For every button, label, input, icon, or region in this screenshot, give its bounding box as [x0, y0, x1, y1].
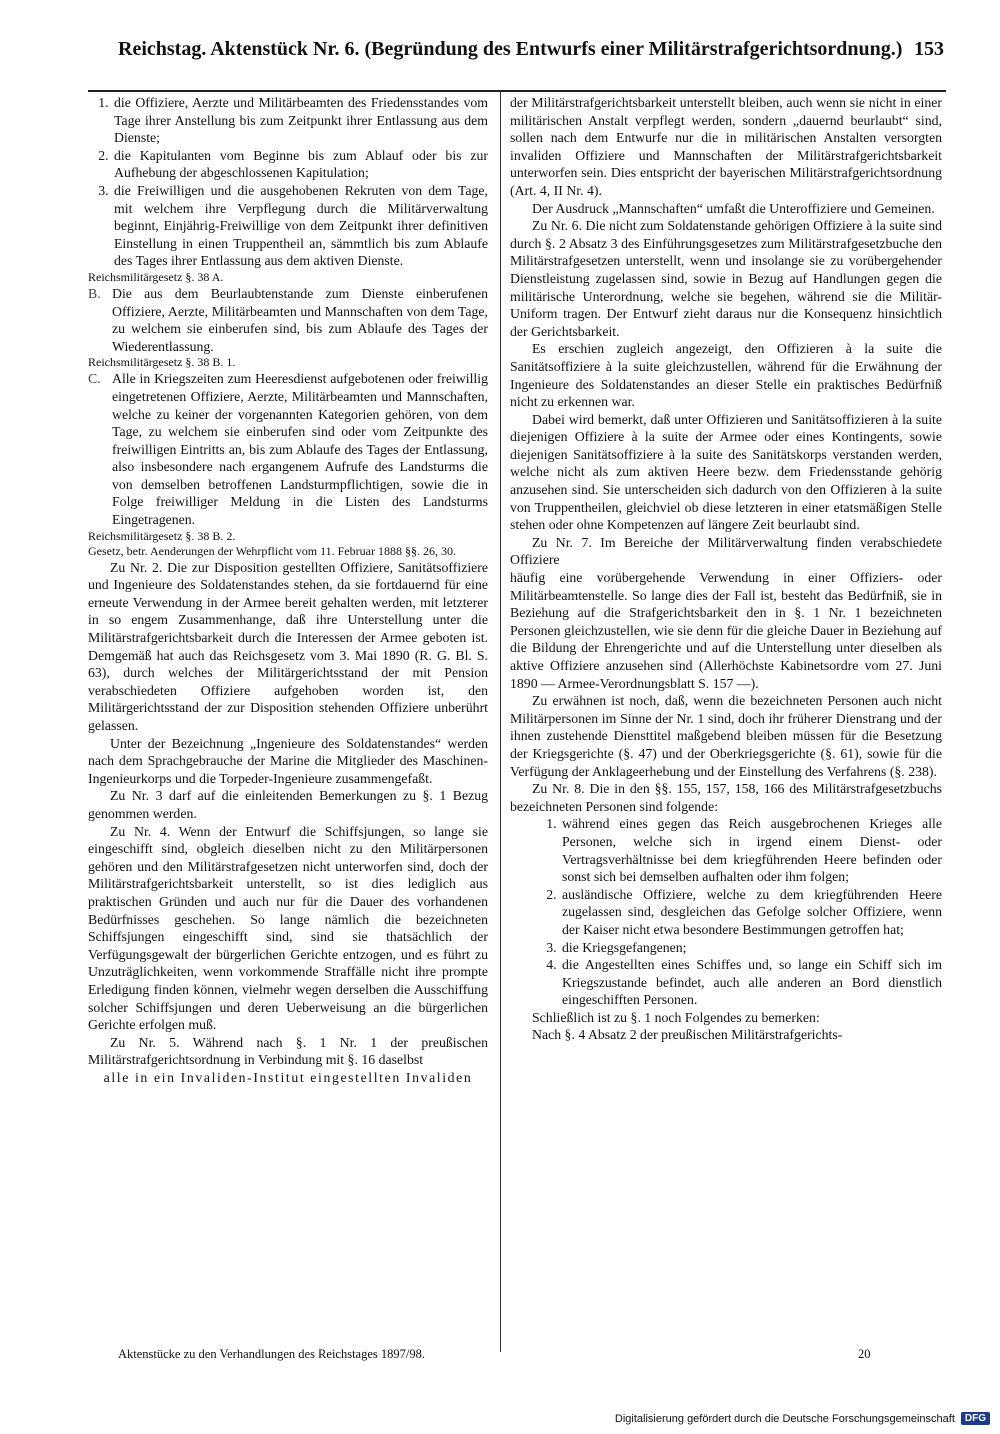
paragraph: Der Ausdruck „Mannschaften“ umfaßt die Unteroffiziere und Gemeinen.	[532, 200, 935, 216]
list-item: 1. die Offiziere, Aerzte und Militärbeamten des Friedensstandes vom Tage ihrer Anstellung bis zum Zeitpunkt ihrer Entlassung aus dem Dienste;	[112, 94, 488, 147]
section-label: C.	[88, 371, 101, 387]
digitization-credit	[615, 1412, 990, 1425]
section-b	[88, 285, 488, 355]
paragraph: Unter der Bezeichnung „Ingenieure des Soldatenstandes“ werden nach dem Sprachgebrauche der Marine die Mitglieder des Maschinen-Ingenieurkorps und die Torpeder-Ingenieure zusammengefaßt.	[88, 735, 488, 786]
left-column	[88, 94, 488, 1086]
right-column	[510, 94, 942, 1044]
paragraph: der Militärstrafgerichtsbarkeit unterstellt bleiben, auch wenn sie nicht in einer militärischen Anstalt verpflegt werden, sondern „dauernd beurlaubt“ sind, sollen nach dem Entwurfe nur die in militärischen Anstalten versorgten invaliden Offiziere und Mannschaften der Militärstrafgerichtsbarkeit unterworfen sein. Dies entspricht der bayerischen Militärstrafgerichtsordnung (Art. 4, II Nr. 4).	[510, 95, 942, 198]
list-item: 1. während eines gegen das Reich ausgebrochenen Krieges alle Personen, welche sich in irgend einem Dienst- oder Vertragsverhältnisse bei dem kriegführenden Heere befinden oder sonst sich bei demselben aufhalten oder ihm folgen;	[560, 815, 942, 885]
section-text: Alle in Kriegszeiten zum Heeresdienst aufgebotenen oder freiwillig eingetretenen Offiziere, Aerzte, Militärbeamten und Mannschaften, welche zu keiner der vorgenannten Kategorien gehören, von dem Tage, zu welchem sie einberufen sind oder vom Zeitpunkte des freiwilligen Eintritts an, bis zum Ablaufe des Tages der Entlassung, also insbesondere nach ergangenem Aufrufe des Landsturms die von demselben betroffenen Landsturmpflichtigen, sowie die in Folge freiwilliger Meldung in die Listen des Landsturms Eingetragenen.	[112, 371, 488, 528]
section-label: B.	[88, 285, 101, 301]
paragraph: Nach §. 4 Absatz 2 der preußischen Militärstrafgerichts-	[532, 1027, 843, 1043]
paragraph: Zu erwähnen ist noch, daß, wenn die bezeichneten Personen auch nicht Militärpersonen im Sinne der Nr. 1 sind, doch ihr früherer Dienstrang und der ihnen zustehende Diensttitel maßgebend bleiben müssen für die Besetzung der Kriegsgerichte (§. 47) und der Oberkriegsgerichte (§. 61), sowie für die Verfügung der Anklageerhebung und der Einstellung des Verfahrens (§. 238).	[510, 693, 942, 779]
header-rule	[88, 90, 946, 92]
paragraph: Schließlich ist zu §. 1 noch Folgendes zu bemerken:	[532, 1009, 820, 1025]
paragraph: Es erschien zugleich angezeigt, den Offizieren à la suite die Sanitätsoffiziere à la suite gleichzustellen, während für die Erwähnung der Ingenieure des Soldatenstandes an dieser Stelle ein praktisches Bedürfniß nicht zu erkennen war.	[510, 341, 942, 410]
list-item: 4. die Angestellten eines Schiffes und, so lange ein Schiff sich im Kriegszustande befindet, auch alle anderen an Bord dienstlich eingeschifften Personen.	[560, 956, 942, 1009]
list-item: 2. die Kapitulanten vom Beginne bis zum Ablauf oder bis zur Aufhebung der abgeschlossenen Kapitulation;	[112, 147, 488, 182]
paragraph: Zu Nr. 3 darf auf die einleitenden Bemerkungen zu §. 1 Bezug genommen werden.	[88, 788, 488, 821]
page-header	[118, 34, 946, 68]
paragraph: Zu Nr. 4. Wenn der Entwurf die Schiffsjungen, so lange sie eingeschifft sind, obgleich dieselben nicht zu den Militärpersonen gehören und den Militärstrafgesetzen nicht unterworfen sind, doch der Militärstrafgerichtsbarkeit unterstellt, so ist dies lediglich aus praktischen Gründen und auch nur für die Dauer des vorhandenen Bedürfnisses geschehen. So lange nämlich die bezeichneten Schiffsjungen eingeschifft sind, sind sie thatsächlich der Verfügungsgewalt der bürgerlichen Gerichte entzogen, und es führt zu Unzuträglichkeiten, wenn vorkommende Straffälle nicht ihre prompte Erledigung finden können, vielmehr wegen derselben die Ausschiffung solcher Schiffsjungen und deren Ueberweisung an die bürgerlichen Gerichte erfolgen muß.	[88, 823, 488, 1033]
paragraph: Zu Nr. 8. Die in den §§. 155, 157, 158, 166 des Militärstrafgesetzbuchs bezeichneten Personen sind folgende:	[510, 781, 942, 814]
credit-text: Digitalisierung gefördert durch die Deutsche Forschungsgemeinschaft	[614, 1412, 955, 1425]
signature-number: 20	[858, 1347, 871, 1361]
centered-heading: alle in ein Invaliden-Institut eingestellten Invaliden	[103, 1069, 473, 1085]
citation: Reichsmilitärgesetz §. 38 B. 1.	[88, 355, 236, 370]
citation: Gesetz, betr. Aenderungen der Wehrpflicht vom 11. Februar 1888 §§. 26, 30.	[88, 543, 456, 558]
citation: Reichsmilitärgesetz §. 38 B. 2.	[88, 528, 236, 543]
footer-source: Aktenstücke zu den Verhandlungen des Reichstages 1897/98.	[118, 1347, 425, 1361]
paragraph: häufig eine vorübergehende Verwendung in einer Offiziers- oder Militärbeamtenstelle. So lange dies der Fall ist, besteht das Bedürfniß, sie in Beziehung auf die Strafgerichtsbarkeit den in §. 1 Nr. 1 bezeichneten Personen gleichzustellen, wie sie denn für die gleiche Dauer in Beziehung auf die Bildung der Ehrengerichte und auf die Unterstellung unter dieselben als aktive Offiziere anzusehen sind (Allerhöchste Kabinetsordre vom 27. Juni 1890 — Armee-Verordnungsblatt S. 157 —).	[510, 570, 942, 691]
section-text: Die aus dem Beurlaubtenstande zum Dienste einberufenen Offiziere, Aerzte, Militärbeamten und Mannschaften von dem Tage, zu welchem sie einberufen sind, bis zum Ablaufe des Tages der Wiederentlassung.	[112, 285, 488, 354]
header-title: Reichstag. Aktenstück Nr. 6. (Begründung des Entwurfs einer Militärstrafgerichtsordnung.)	[118, 38, 903, 60]
section-c	[88, 370, 488, 528]
list-item: 3. die Freiwilligen und die ausgehobenen Rekruten von dem Tage, mit welchem ihre Verpflegung durch die Militärverwaltung beginnt, Einjährig-Freiwillige von dem Zeitpunkt ihrer definitiven Einstellung in einen Truppentheil an, sämmtlich bis zum Ablaufe des Tages ihrer Entlassung aus dem aktiven Dienste.	[112, 182, 488, 270]
column-divider	[500, 92, 501, 1352]
paragraph: Zu Nr. 6. Die nicht zum Soldatenstande gehörigen Offiziere à la suite sind durch §. 2 Absatz 3 des Einführungsgesetzes zum Militärstrafgesetzbuche den Militärstrafgesetzen unterstellt, wenn und insolange sie zu vorübergehender Dienstleistung zugelassen sind, sowie in Bezug auf Handlungen gegen die militärische Unterordnung, welche sie begehen, während sie die Militär-Uniform tragen. Der Entwurf zieht daraus nur die Konsequenz hinsichtlich der Gerichtsbarkeit.	[510, 218, 942, 339]
list-item: 2. ausländische Offiziere, welche zu dem kriegführenden Heere zugelassen sind, desgleichen das Gefolge solcher Offiziere, wenn der Kaiser nicht etwa besondere Bestimmungen getroffen hat;	[560, 886, 942, 939]
paragraph: Zu Nr. 7. Im Bereiche der Militärverwaltung finden verabschiedete Offiziere	[510, 534, 942, 568]
paragraph: Zu Nr. 5. Während nach §. 1 Nr. 1 der preußischen Militärstrafgerichtsordnung in Verbindung mit §. 16 daselbst	[88, 1034, 488, 1068]
citation: Reichsmilitärgesetz §. 38 A.	[88, 269, 224, 284]
paragraph: Dabei wird bemerkt, daß unter Offizieren und Sanitätsoffizieren à la suite diejenigen Offiziere à la suite der Armee oder eines Kontingents, sowie diejenigen Sanitätsoffiziere à la suite des Sanitätskorps verstanden werden, welche nicht als zum aktiven Heere bezw. dem Friedensstande gehörig anzusehen sind. Sie unterscheiden sich dadurch von den Offizieren à la suite von Truppentheilen, gleichviel ob diese letzteren in einer etatsmäßigen Stelle stehen oder ohne Kompetenzen auf längere Zeit beurlaubt sind.	[510, 411, 942, 533]
dfg-logo-icon: DFG	[961, 1412, 990, 1425]
page-number: 153	[914, 38, 944, 60]
paragraph: Zu Nr. 2. Die zur Disposition gestellten Offiziere, Sanitätsoffiziere und Ingenieure des Soldatenstandes stehen, da sie fortdauernd für eine erneute Verwendung in der Armee bereit gehalten werden, mit letzterer in so engem Zusammenhange, daß ihre Unterstellung unter die Militärstrafgerichtsbarkeit durch die Interessen der Armee geboten ist. Demgemäß hat auch das Reichsgesetz vom 3. Mai 1890 (R. G. Bl. S. 63), durch welches der Militärgerichtsstand der mit Pension verabschiedeten Offiziere aufgehoben worden ist, den Militärgerichtsstand der zur Disposition stehenden Offiziere unberührt gelassen.	[88, 559, 488, 733]
left-numbered-list	[88, 94, 488, 270]
right-numbered-list	[510, 815, 942, 1009]
list-item: 3. die Kriegsgefangenen;	[560, 939, 942, 957]
